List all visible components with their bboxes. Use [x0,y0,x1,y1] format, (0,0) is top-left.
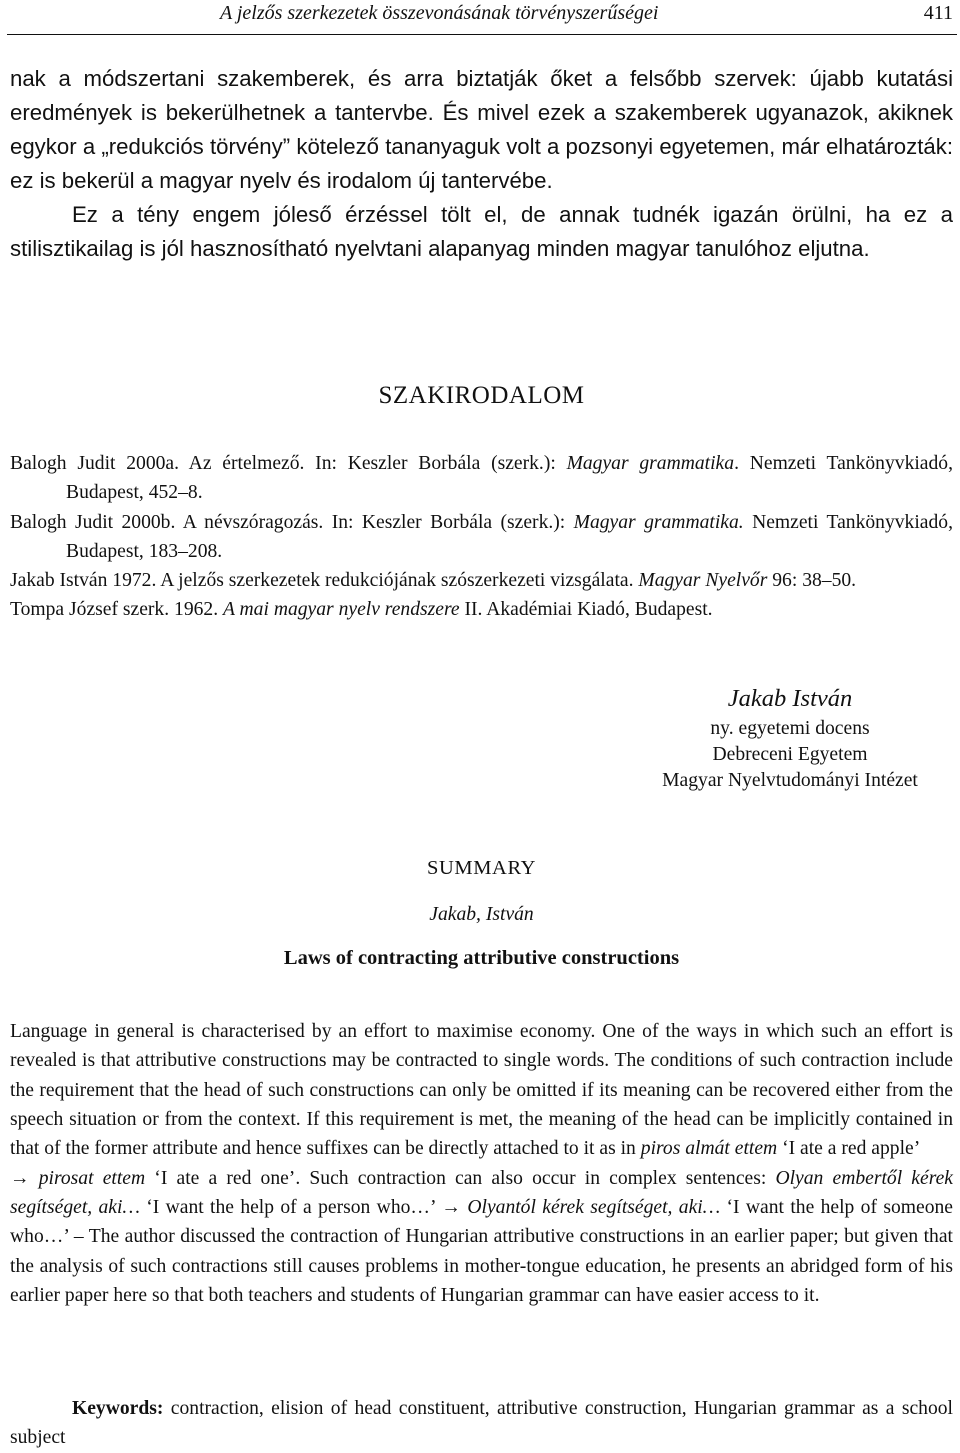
running-head [10,0,953,30]
example-text: pirosat ettem [38,1167,146,1189]
running-head-title: A jelzős szerkezetek összevonásának törvényszerűségei [220,2,659,24]
arrow-icon: → [441,1197,468,1219]
reference-item [10,508,953,567]
example-text: piros almát ettem [640,1138,778,1160]
summary-author: Jakab, István [429,904,534,925]
gloss-text: ‘I want the help of someone who…’ – The author discussed the contraction of Hungarian attributive constructions in an earlier paper; but given that the analysis of such contractions still causes problems in mother-tongue education, he presents an abridged form of his earlier paper here so that both teachers and students of Hungarian grammar can have easier access to it. [10,1197,954,1307]
reference-title: Magyar grammatika [566,453,735,474]
references-heading: SZAKIRODALOM [378,382,585,409]
reference-list [10,449,953,625]
keywords [10,1394,953,1453]
example-text: Olyan embertől kérek segítséget, aki… [10,1167,953,1219]
reference-text: Jakab István 1972. A jelzős szerkezetek redukciójának szószerkezeti vizsgálata. [10,570,639,592]
reference-text: . Nemzeti Tankönyvkiadó, Budapest, 452–8. [66,453,953,504]
arrow-icon: → [10,1167,39,1189]
reference-text: Tompa József szerk. 1962. [10,599,224,621]
header-rule [7,34,957,35]
author-institute: Magyar Nyelvtudományi Intézet [662,770,918,791]
gloss-text: ‘I want the help of a person who…’ [139,1197,442,1219]
author-name: Jakab István [727,685,853,712]
body-text [10,62,953,267]
paragraph-2: Ez a tény engem jóleső érzéssel tölt el, de annak tudnék igazán örülni, ha ez a stilisztikailag is jól hasznosítható nyelvtani alapanyag minden magyar tanulóhoz eljutna. [10,202,953,262]
summary-heading: SUMMARY [426,857,536,879]
reference-title: Magyar grammatika. [573,511,744,533]
page [10,0,953,1453]
reference-text: Balogh Judit 2000b. A névszóragozás. In: Keszler Borbála (szerk.): [10,511,574,533]
reference-text: II. Akadémiai Kiadó, Budapest. [459,599,713,621]
example-text: Olyantól kérek segítséget, aki… [467,1197,721,1219]
reference-item [10,449,953,508]
reference-item [10,595,953,624]
keywords-text: contraction, elision of head constituent, attributive construction, Hungarian grammar as a school subject [10,1398,953,1449]
abstract-text: Language in general is characterised by an effort to maximise economy. One of the ways in which such an effort is revealed is that attributive constructions may be contracted to single words. The conditions of such contraction include the requirement that the head of such constructions can only be omitted if its meaning can be recovered either from the speech situation or from the context. If this requirement is met, the meaning of the head can be implicitly contained in that of the former attribute and hence suffixes can be directly attached to it as in [10,1021,953,1160]
reference-text: Nemzeti Tankönyvkiadó, Budapest, 183–208. [66,511,953,562]
reference-text: Balogh Judit 2000a. Az értelmező. In: Keszler Borbála (szerk.): [10,453,567,474]
author-block [610,682,960,794]
reference-item [10,566,953,595]
gloss-text: ‘I ate a red apple’ [777,1138,921,1160]
gloss-text: ‘I ate a red one’. Such contraction can also occur in complex sentences: [145,1167,776,1189]
author-university: Debreceni Egyetem [712,744,868,765]
reference-title: Magyar Nyelvőr [638,570,768,592]
keywords-label: Keywords: [72,1398,164,1419]
reference-title: A mai magyar nyelv rendszere [223,599,460,621]
author-position: ny. egyetemi docens [710,718,870,739]
page-number: 411 [923,2,953,24]
summary-block [10,857,953,970]
reference-text: 96: 38–50. [767,570,857,592]
abstract [10,1017,953,1310]
summary-title: Laws of contracting attributive constructions [283,947,680,969]
paragraph-1: nak a módszertani szakemberek, és arra biztatják őket a felsőbb szervek: újabb kutatási eredmények is bekerülhetnek a tantervbe. És mivel ezek a szakemberek ugyanazok, akiknek egykor a „redukciós törvény” kötelező tananyaguk volt a pozsonyi egyetemen, már elhatározták: ez is bekerül a magyar nyelv és irodalom új tantervébe. [10,66,953,194]
